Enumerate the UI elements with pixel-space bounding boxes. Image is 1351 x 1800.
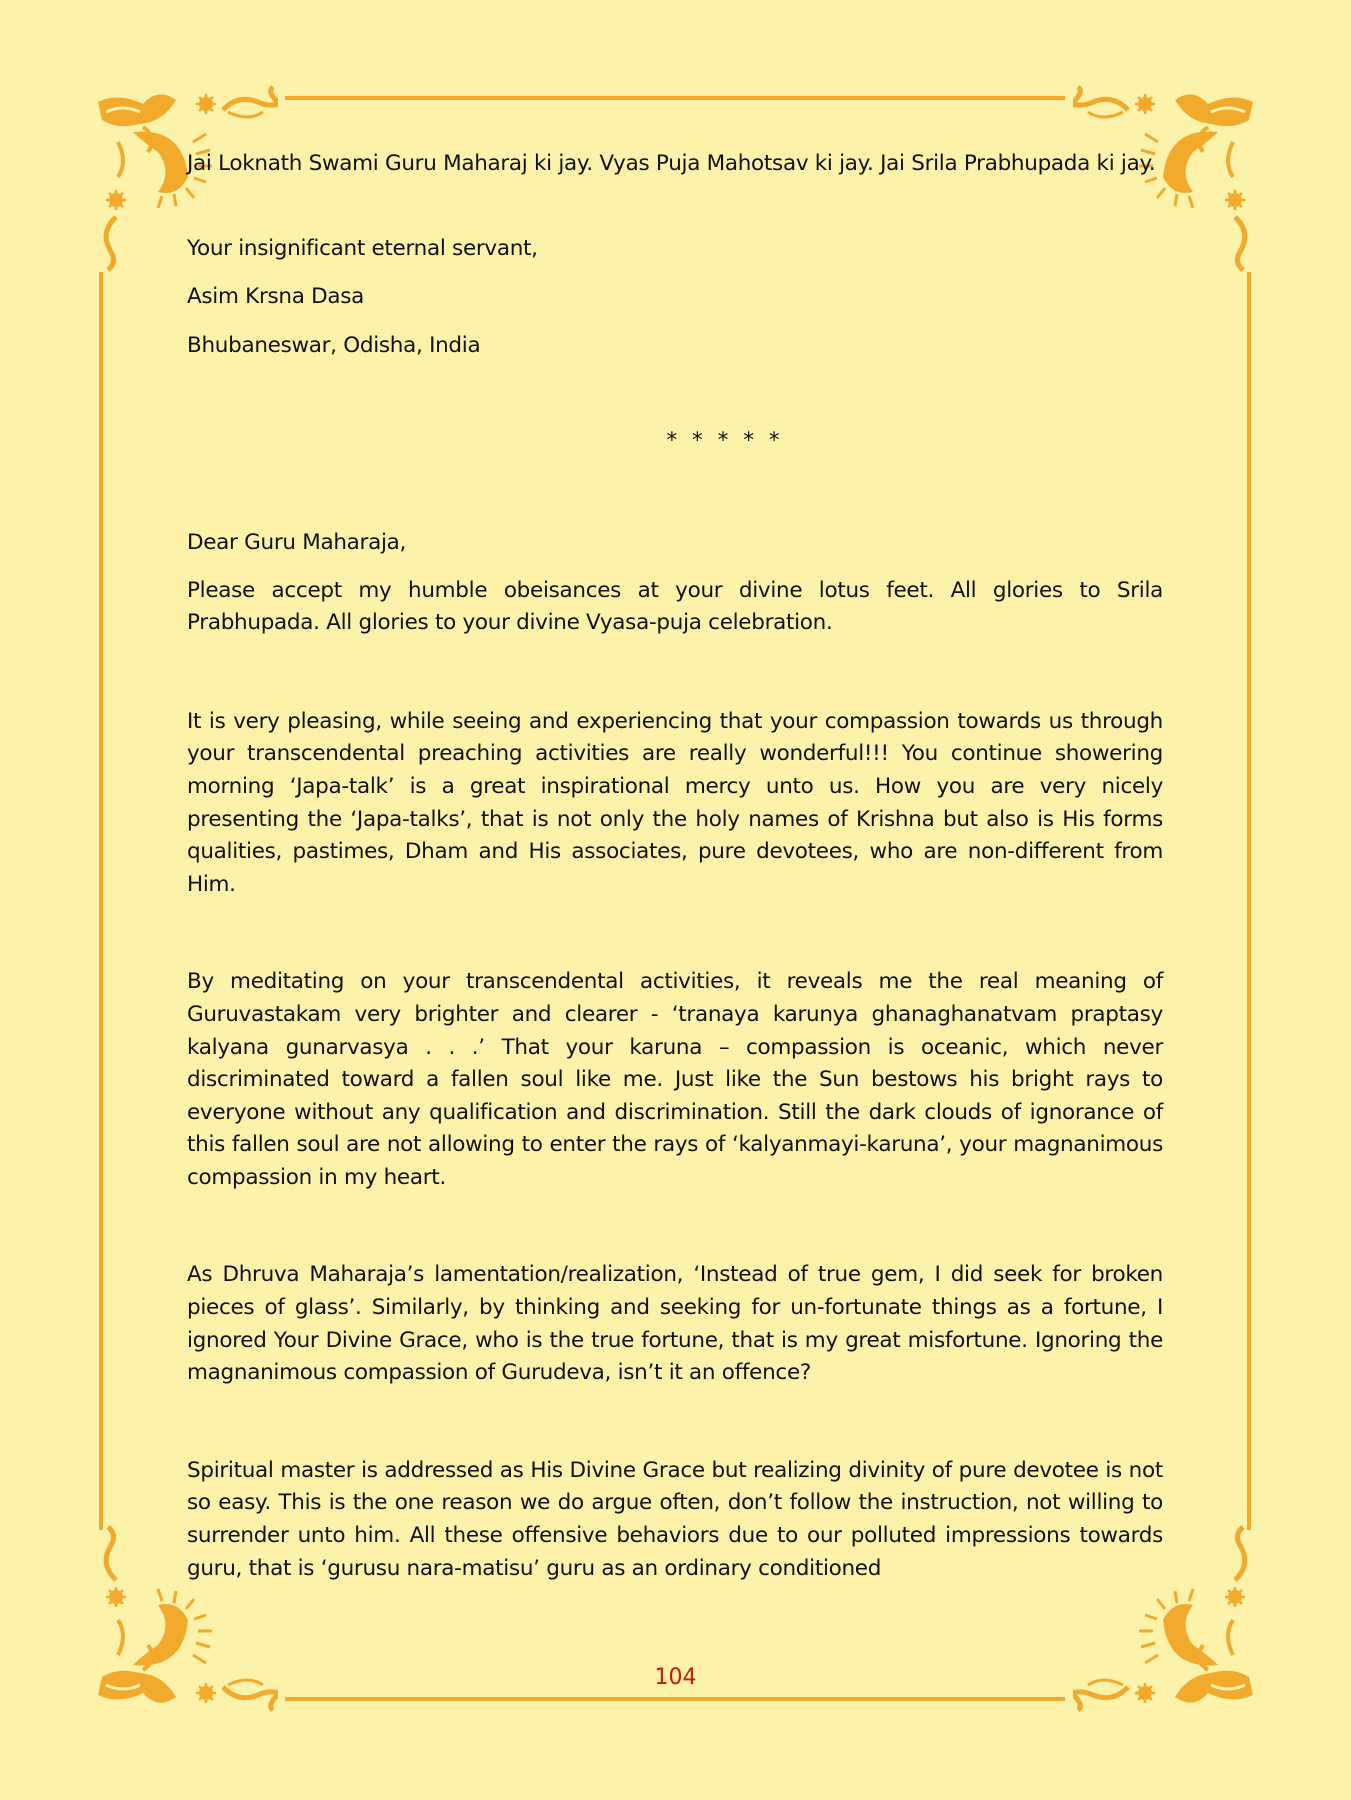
paragraph-2: It is very pleasing, while seeing and experiencing that your compassion towards us through your transcendental preaching activities are really wonderful!!! You continue showering morning ‘Japa-talk’ is a great inspirational mercy unto us. How you are very nicely presenting the ‘Japa-talks’, that is not only the holy names of Krishna but also is His forms qualities, pastimes, Dham and His associates, pure devotees, who are non-different from Him.	[187, 708, 1163, 897]
paragraph-1: Please accept my humble obeisances at your divine lotus feet. All glories to Srila Prabhupada. All glories to your divine Vyasa-puja celebration.	[187, 577, 1163, 636]
signature-closing: Your insignificant eternal servant,	[187, 235, 538, 261]
border-right-line	[1247, 272, 1251, 1530]
letter-body	[187, 148, 1163, 1585]
page-number: 104	[654, 1665, 697, 1690]
signature-name: Asim Krsna Dasa	[187, 284, 365, 310]
paragraph-4: As Dhruva Maharaja’s lamentation/realization, ‘Instead of true gem, I did seek for broken pieces of glass’. Similarly, by thinking and seeking for un-fortunate things as a fortune, I ignored Your Divine Grace, who is the true fortune, that is my great misfortune. Ignoring the magnanimous compassion of Gurudeva, isn’t it an offence?	[187, 1262, 1163, 1386]
section-separator: * * * * *	[666, 428, 784, 454]
signature-location: Bhubaneswar, Odisha, India	[187, 332, 481, 358]
paragraph-3: By meditating on your transcendental activities, it reveals me the real meaning of Guruvastakam very brighter and clearer - ‘tranaya karunya ghanaghanatvam praptasy kalyana gunarvasya . . .’ That your karuna – compassion is oceanic, which never discriminated toward a fallen soul like me. Just like the Sun bestows his bright rays to everyone without any qualification and discrimination. Still the dark clouds of ignorance of this fallen soul are not allowing to enter the rays of ‘kalyanmayi-karuna’, your magnanimous compassion in my heart.	[187, 969, 1163, 1190]
border-left-line	[99, 272, 103, 1530]
salutation: Dear Guru Maharaja,	[187, 529, 407, 555]
border-top-line	[285, 96, 1065, 100]
border-bottom-line	[285, 1697, 1065, 1701]
opening-line: Jai Loknath Swami Guru Maharaj ki jay. Vyas Puja Mahotsav ki jay. Jai Srila Prabhupada ki jay.	[187, 151, 1156, 176]
paragraph-5: Spiritual master is addressed as His Divine Grace but realizing divinity of pure devotee is not so easy. This is the one reason we do argue often, don’t follow the instruction, not willing to surrender unto him. All these offensive behaviors due to our polluted impressions towards guru, that is ‘gurusu nara-matisu’ guru as an ordinary conditioned	[187, 1457, 1163, 1581]
